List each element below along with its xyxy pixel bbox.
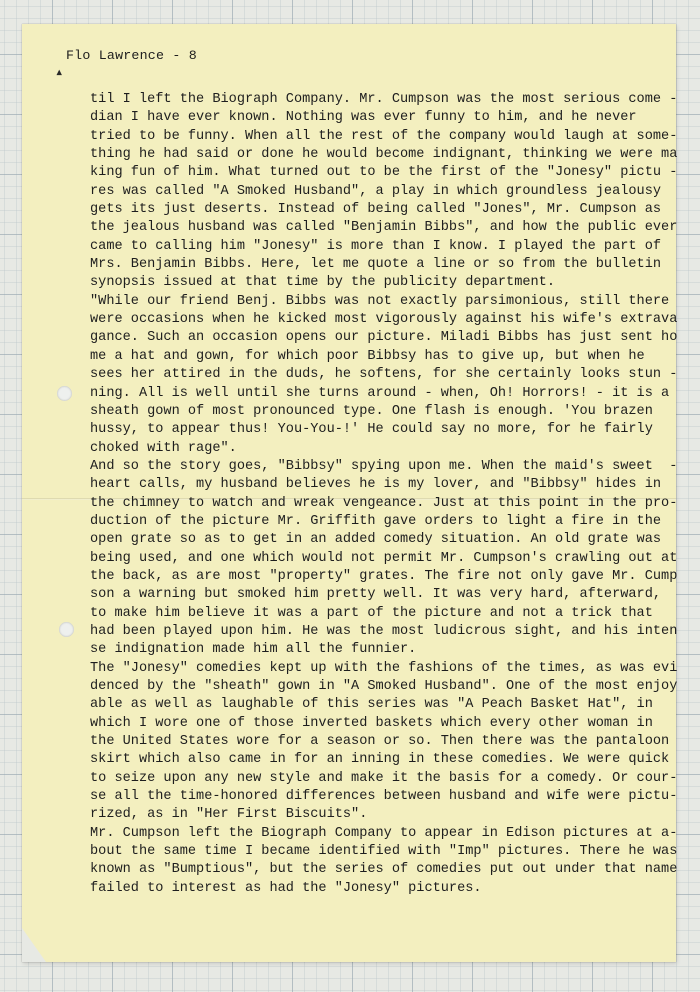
text-line: the jealous husband was called "Benjamin Bibbs", and how the public ever [90, 220, 678, 236]
text-line: And so the story goes, "Bibbsy" spying upon me. When the maid's sweet - [90, 458, 678, 474]
text-line: se all the time-honored differences between husband and wife were pictu- [90, 789, 678, 805]
text-line: being used, and one which would not permit Mr. Cumpson's crawling out at [90, 550, 678, 566]
text-line: til I left the Biograph Company. Mr. Cumpson was the most serious come - [90, 92, 678, 107]
text-line: to seize upon any new style and make it the basis for a comedy. Or cour- [90, 770, 678, 786]
text-line: son a warning but smoked him pretty well. It was very hard, afterward, [90, 587, 662, 603]
text-line: se indignation made him all the funnier. [90, 642, 417, 658]
text-line: known as "Bumptious", but the series of comedies put out under that name [90, 862, 678, 878]
text-line: the chimney to watch and wreak vengeance. Just at this point in the pro- [90, 495, 678, 511]
text-line: rized, as in "Her First Biscuits". [90, 807, 368, 823]
text-line: to make him believe it was a part of the picture and not a trick that [90, 605, 653, 621]
text-line: sees her attired in the duds, he softens, for she certainly looks stun - [90, 367, 678, 383]
text-line: gance. Such an occasion opens our picture. Miladi Bibbs has just sent ho [90, 330, 678, 346]
text-line: synopsis issued at that time by the publicity department. [90, 275, 555, 291]
text-line: the back, as are most "property" grates. The fire not only gave Mr. Cump [90, 568, 678, 584]
text-line: ning. All is well until she turns around - when, Oh! Horrors! - it is a [90, 385, 670, 401]
typed-body-text [90, 91, 678, 898]
text-line: sheath gown of most pronounced type. One flash is enough. 'You brazen [90, 403, 653, 419]
punch-hole [57, 386, 72, 401]
text-line: me a hat and gown, for which poor Bibbsy has to give up, but when he [90, 348, 645, 364]
text-line: which I wore one of those inverted baskets which every other woman in [90, 715, 653, 731]
text-line: duction of the picture Mr. Griffith gave orders to light a fire in the [90, 513, 662, 529]
text-line: gets its just deserts. Instead of being called "Jones", Mr. Cumpson as [90, 202, 662, 218]
text-line: came to calling him "Jonesy" is more than I know. I played the part of [90, 238, 662, 254]
text-line: hussy, to appear thus! You-You-!' He could say no more, for he fairly [90, 422, 653, 438]
text-line: tried to be funny. When all the rest of the company would laugh at some- [90, 128, 678, 144]
text-line: had been played upon him. He was the most ludicrous sight, and his inten [90, 623, 678, 639]
text-line: king fun of him. What turned out to be the first of the "Jonesy" pictu - [90, 165, 678, 181]
page-header: Flo Lawrence - 8 [66, 48, 197, 63]
text-line: bout the same time I became identified with "Imp" pictures. There he was [90, 844, 678, 860]
text-line: The "Jonesy" comedies kept up with the fashions of the times, as was evi [90, 660, 678, 676]
text-line: choked with rage". [90, 440, 237, 456]
text-line: thing he had said or done he would become indignant, thinking we were ma [90, 147, 678, 163]
pencil-mark: ▴ [55, 65, 64, 81]
text-line: denced by the "sheath" gown in "A Smoked Husband". One of the most enjoy [90, 679, 678, 694]
text-line: failed to interest as had the "Jonesy" pictures. [90, 880, 482, 896]
text-line: Mr. Cumpson left the Biograph Company to appear in Edison pictures at a- [90, 825, 678, 841]
text-line: res was called "A Smoked Husband", a play in which groundless jealousy [90, 183, 662, 199]
text-line: "While our friend Benj. Bibbs was not exactly parsimonious, still there [90, 293, 670, 309]
torn-corner [22, 928, 46, 962]
punch-hole [59, 622, 74, 637]
text-line: the United States wore for a season or so. Then there was the pantaloon [90, 734, 670, 750]
typed-page [22, 24, 676, 962]
text-line: heart calls, my husband believes he is my lover, and "Bibbsy" hides in [90, 477, 662, 493]
text-line: dian I have ever known. Nothing was ever funny to him, and he never [90, 110, 637, 126]
text-line: skirt which also came in for an inning in these comedies. We were quick [90, 752, 670, 768]
text-line: open grate so as to get in an added comedy situation. An old grate was [90, 532, 662, 548]
text-line: able as well as laughable of this series was "A Peach Basket Hat", in [90, 697, 653, 713]
text-line: were occasions when he kicked most vigorously against his wife's extrava [90, 312, 678, 328]
text-line: Mrs. Benjamin Bibbs. Here, let me quote a line or so from the bulletin [90, 257, 662, 273]
